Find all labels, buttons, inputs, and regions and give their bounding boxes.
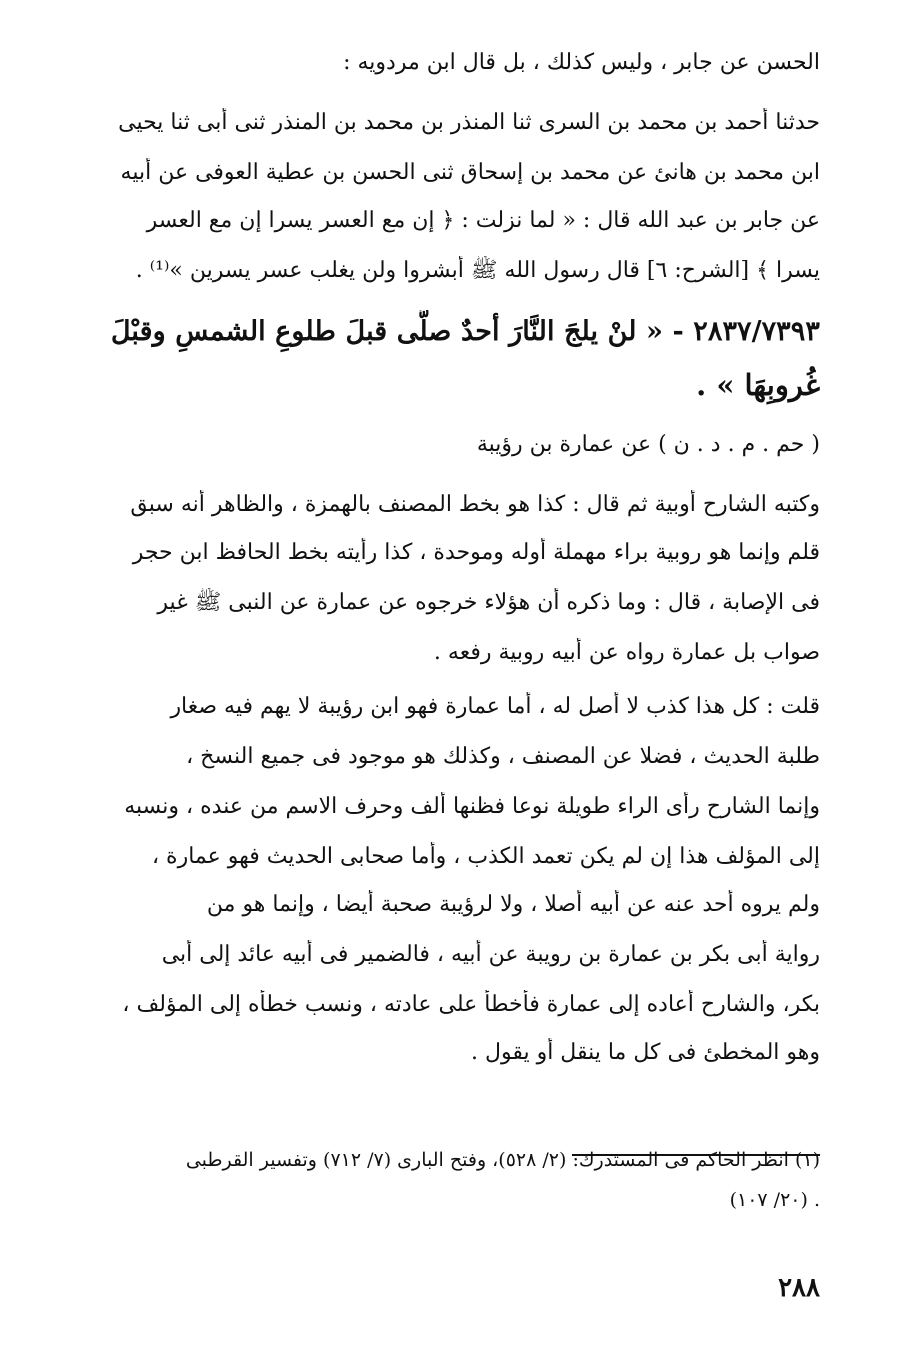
hadith-text-line: ٢٨٣٧/٧٣٩٣ - « لنْ يلجَ النَّارَ أحدٌ صلَّى قبلَ طلوعِ الشمسِ وقبْلَ — [110, 315, 820, 347]
text-line: حدثنا أحمد بن محمد بن السرى ثنا المنذر بن محمد بن المنذر ثنى أبى ثنا يحيى — [118, 110, 820, 135]
text-line: الحسن عن جابر ، وليس كذلك ، بل قال ابن مردويه : — [343, 50, 820, 75]
book-page — [104, 40, 820, 1330]
text-line: قلم وإنما هو روبية براء مهملة أوله وموحدة ، كذا رأيته بخط الحافظ ابن حجر — [132, 540, 820, 565]
text-line: بكر، والشارح أعاده إلى عمارة فأخطأ على عادته ، ونسب خطأه إلى المؤلف ، — [122, 992, 820, 1017]
text-line: وإنما الشارح رأى الراء طويلة نوعا فظنها ألف وحرف الاسم من عنده ، ونسبه — [124, 794, 820, 819]
text-line: ابن محمد بن هانئ عن محمد بن إسحاق ثنى الحسن بن عطية العوفى عن أبيه — [120, 160, 820, 185]
text-line: رواية أبى بكر بن عمارة بن رويبة عن أبيه ، فالضمير فى أبيه عائد إلى أبى — [161, 942, 820, 967]
text-line: عن جابر بن عبد الله قال : « لما نزلت : ﴿ إن مع العسر يسرا إن مع العسر — [146, 208, 820, 233]
text-line: فى الإصابة ، قال : وما ذكره أن هؤلاء خرجوه عن عمارة عن النبى ﷺ غير — [157, 590, 820, 615]
text-line: طلبة الحديث ، فضلا عن المصنف ، وكذلك هو موجود فى جميع النسخ ، — [186, 744, 820, 769]
footnote-line: (١) انظر الحاكم فى المستدرك: (٢/ ٥٢٨)، وفتح البارى (٧/ ٧١٢) وتفسير القرطبى — [185, 1149, 820, 1171]
hadith-text-line: غُروبِهَا » . — [696, 368, 820, 402]
text-line: إلى المؤلف هذا إن لم يكن تعمد الكذب ، وأما صحابى الحديث فهو عمارة ، — [151, 844, 820, 869]
text-line: ولم يروه أحد عنه عن أبيه أصلا ، ولا لرؤيبة صحبة أيضا ، وإنما هو من — [206, 892, 820, 917]
text-line: وهو المخطئ فى كل ما ينقل أو يقول . — [470, 1040, 820, 1065]
page-number: ٢٨٨ — [778, 1273, 820, 1303]
text-line: يسرا ﴾ [الشرح: ٦] قال رسول الله ﷺ أبشروا ولن يغلب عسر يسرين »⁽¹⁾ . — [135, 258, 820, 283]
text-line: قلت : كل هذا كذب لا أصل له ، أما عمارة فهو ابن رؤيبة لا يهم فيه صغار — [170, 694, 820, 719]
hadith-source: ( حم . م . د . ن ) عن عمارة بن رؤيبة — [476, 432, 820, 457]
text-line: وكتبه الشارح أوبية ثم قال : كذا هو بخط المصنف بالهمزة ، والظاهر أنه سبق — [130, 492, 820, 517]
footnote-line: (٢٠/ ١٠٧) . — [729, 1189, 820, 1211]
text-line: صواب بل عمارة رواه عن أبيه روبية رفعه . — [433, 640, 820, 665]
